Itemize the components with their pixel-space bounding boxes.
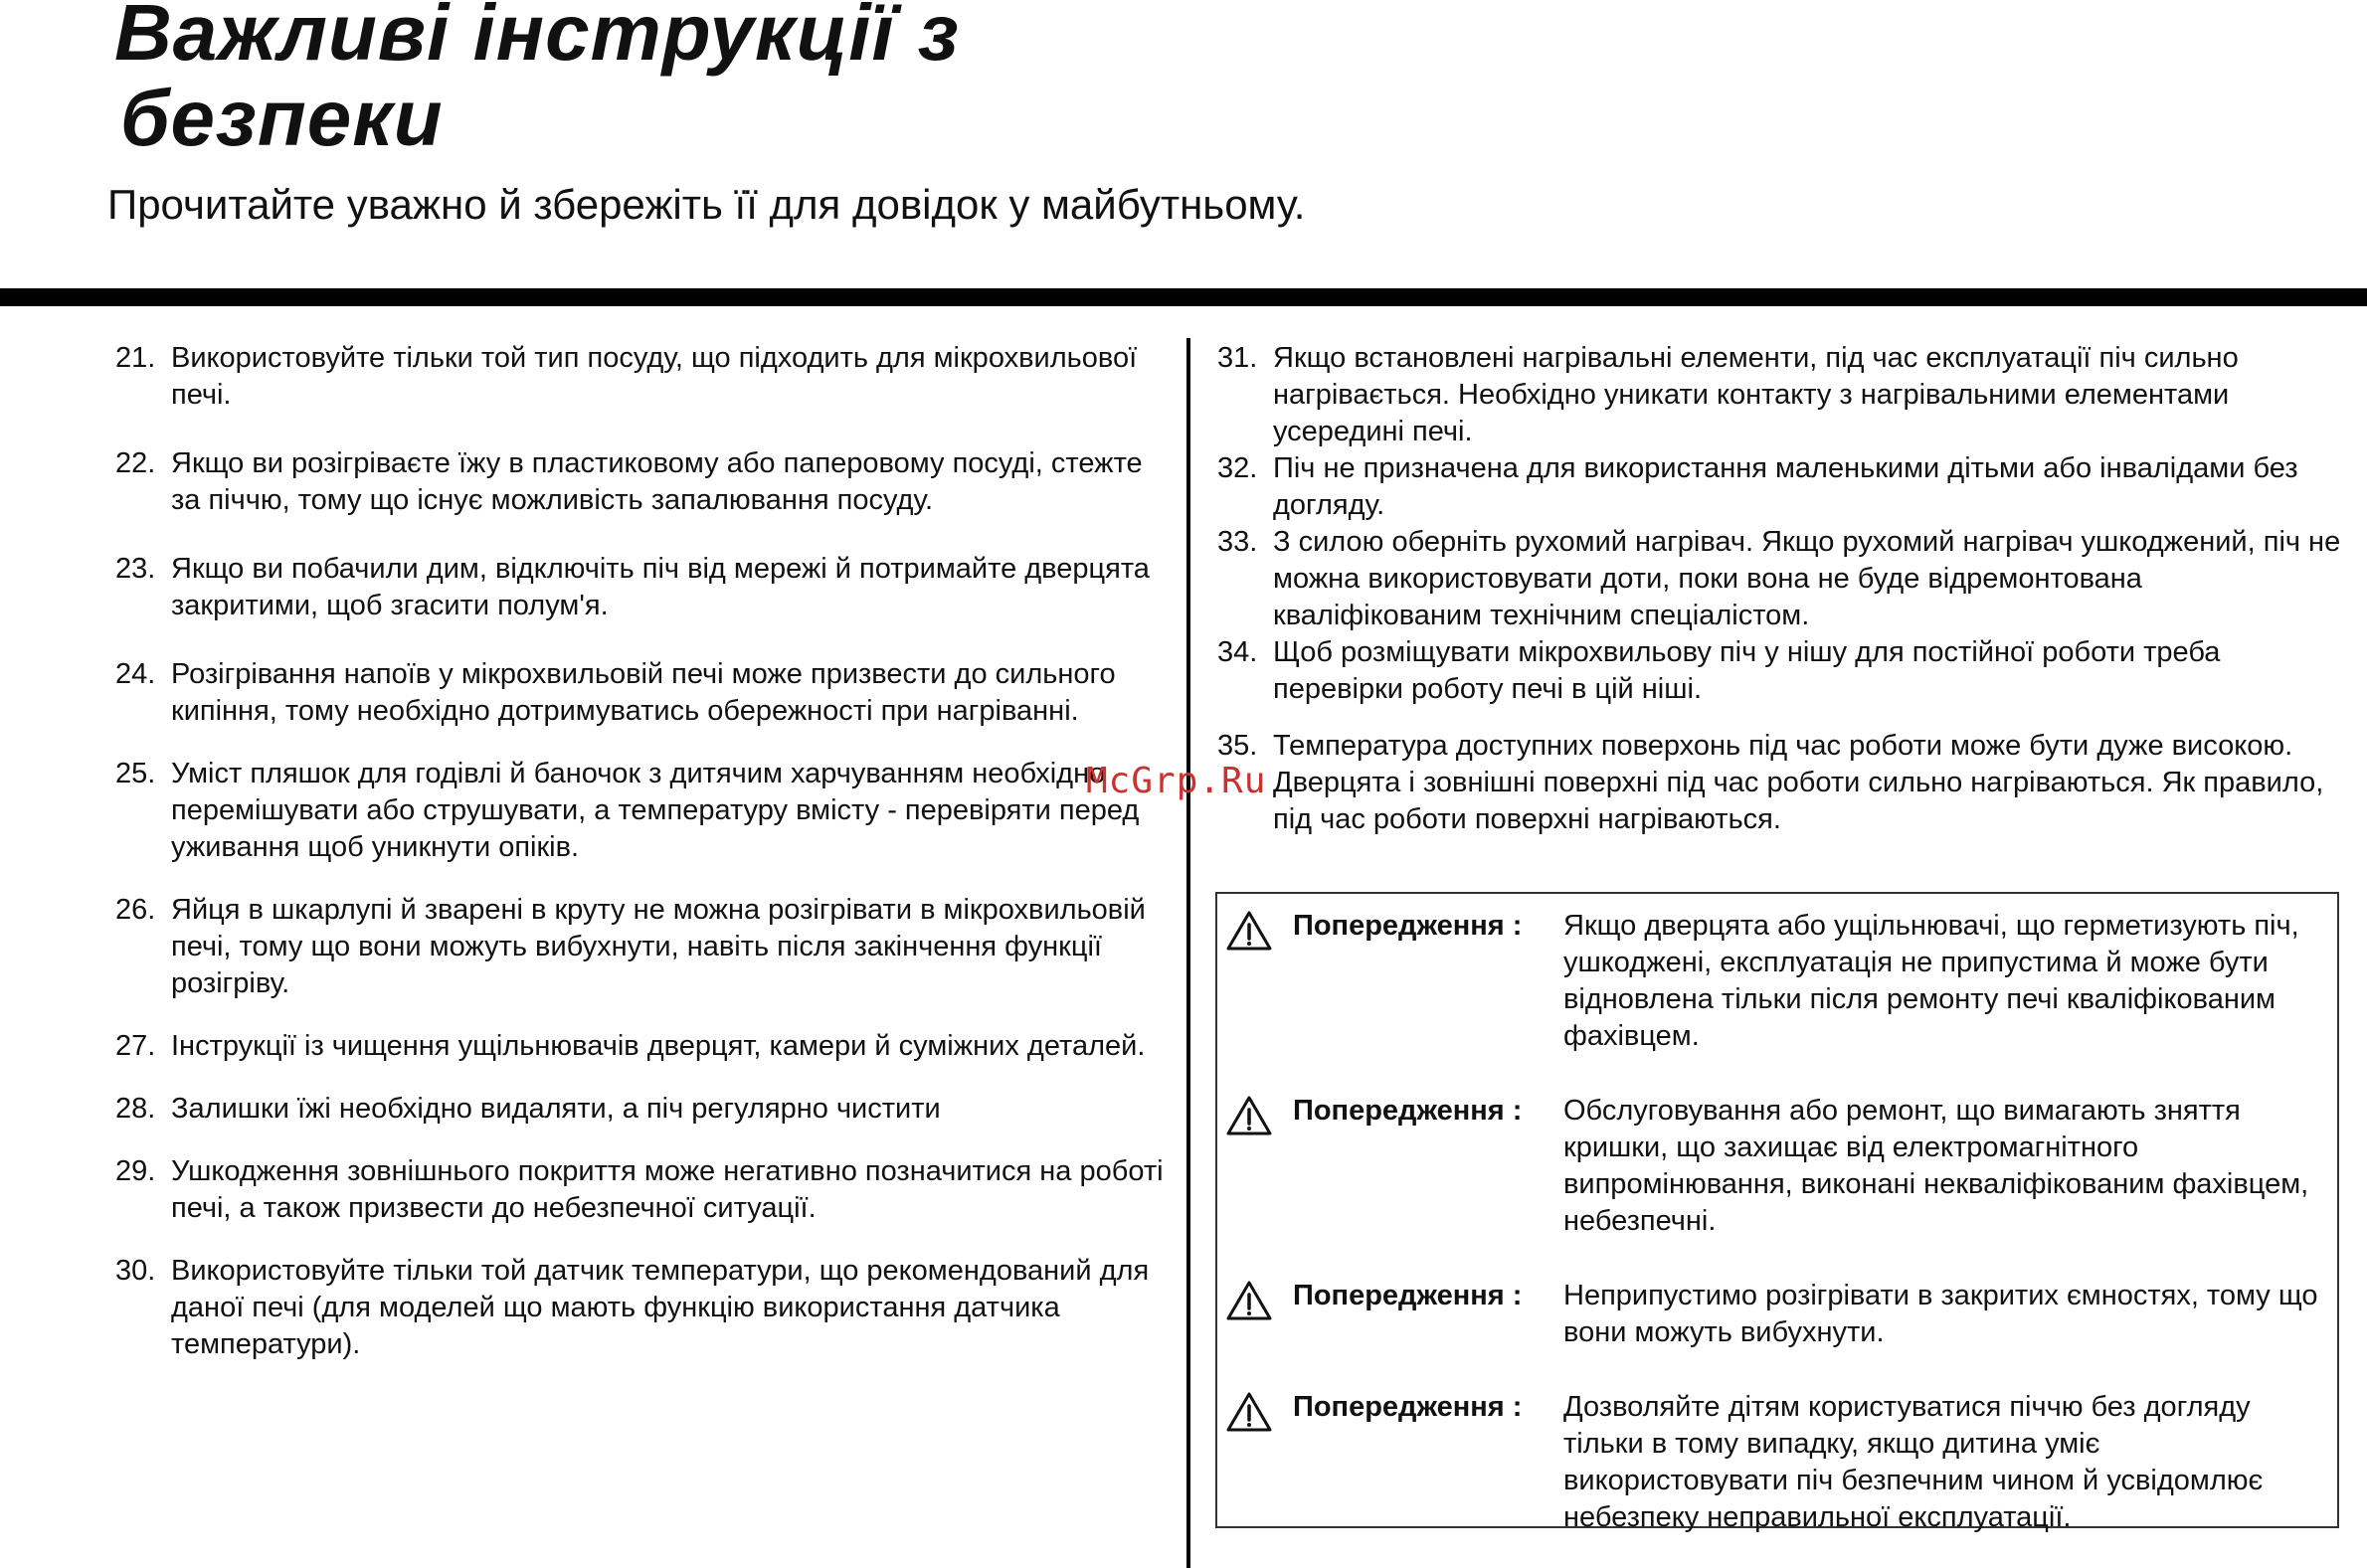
warning-4 [1225, 1389, 2319, 1536]
warning-label: Попередження : [1293, 1095, 1523, 1127]
page-title-line-2: безпеки [120, 74, 444, 162]
instruction-item-26 [115, 892, 1170, 1002]
header-rule [0, 288, 2367, 306]
instruction-item-21 [115, 340, 1170, 414]
item-text: Піч не призначена для використання маленькими дітьми або інвалідами без догляду. [1273, 452, 2298, 521]
instruction-item-27 [115, 1028, 1170, 1065]
instruction-item-31 [1217, 340, 2341, 450]
instruction-item-35 [1217, 728, 2341, 838]
item-number: 28. [115, 1093, 156, 1125]
page-subtitle: Прочитайте уважно й збережіть її для довідок у майбутньому. [107, 181, 1306, 228]
item-number: 22. [115, 447, 156, 479]
item-text: Ушкодження зовнішнього покриття може негативно позначитися на роботі печі, а також призвести до небезпечної ситуації. [171, 1155, 1164, 1224]
item-number: 24. [115, 658, 156, 690]
item-number: 35. [1217, 730, 1258, 762]
warning-text: Якщо дверцята або ущільнювачі, що герметизують піч, ушкоджені, експлуатація не припустима й може бути відновлена тільки після ремонту печі кваліфікованим фахівцем. [1563, 910, 2299, 1052]
instruction-item-23 [115, 551, 1170, 624]
instruction-item-22 [115, 445, 1170, 519]
instruction-item-24 [115, 656, 1170, 730]
instruction-item-33 [1217, 524, 2341, 634]
item-text: З силою оберніть рухомий нагрівач. Якщо рухомий нагрівач ушкоджений, піч не можна використовувати доти, поки вона не буде відремонтована кваліфікованим технічним спеціалістом. [1273, 526, 2341, 631]
item-number: 26. [115, 894, 156, 926]
instruction-item-29 [115, 1153, 1170, 1227]
item-text: Розігрівання напоїв у мікрохвильовій печі може призвести до сильного кипіння, тому необхідно дотримуватись обережності при нагріванні. [171, 658, 1116, 727]
instruction-item-34 [1217, 634, 2341, 708]
item-text: Температура доступних поверхонь під час роботи може бути дуже високою. Дверцята і зовнішні поверхні під час роботи сильно нагріваються. Як правило, під час роботи поверхні нагріваються. [1273, 730, 2324, 835]
item-number: 25. [115, 758, 156, 789]
right-column [1217, 340, 2341, 838]
page-title-line-1: Важливі інструкції з [114, 0, 960, 77]
item-number: 33. [1217, 526, 1258, 558]
item-text: Використовуйте тільки той тип посуду, що підходить для мікрохвильової печі. [171, 342, 1138, 411]
instruction-item-30 [115, 1253, 1170, 1363]
item-text: Залишки їжі необхідно видаляти, а піч регулярно чистити [171, 1093, 941, 1125]
warning-triangle-icon [1225, 910, 1273, 952]
instruction-item-32 [1217, 450, 2341, 524]
page-title [114, 0, 960, 161]
warning-3 [1225, 1278, 2319, 1351]
item-text: Якщо ви побачили дим, відключіть піч від мережі й потримайте дверцята закритими, щоб згасити полум'я. [171, 553, 1150, 621]
warning-triangle-icon [1225, 1391, 1273, 1433]
warning-text: Неприпустимо розігрівати в закритих ємностях, тому що вони можуть вибухнути. [1563, 1280, 2318, 1348]
item-text: Використовуйте тільки той датчик температури, що рекомендований для даної печі (для моделей що мають функцію використання датчика температури). [171, 1255, 1150, 1360]
item-number: 23. [115, 553, 156, 585]
item-text: Яйця в шкарлупі й зварені в круту не можна розігрівати в мікрохвильовій печі, тому що вони можуть вибухнути, навіть після закінчення функції розігріву. [171, 894, 1146, 999]
item-text: Якщо встановлені нагрівальні елементи, під час експлуатації піч сильно нагрівається. Необхідно уникати контакту з нагрівальними елементами усередині печі. [1273, 342, 2239, 447]
warning-label: Попередження : [1293, 1280, 1523, 1311]
warning-triangle-icon [1225, 1280, 1273, 1321]
instruction-item-28 [115, 1091, 1170, 1128]
warning-text: Дозволяйте дітям користуватися піччю без догляду тільки в тому випадку, якщо дитина уміє використовувати піч безпечним чином й усвідомлює небезпеку неправильної експлуатації. [1563, 1391, 2264, 1533]
item-number: 29. [115, 1155, 156, 1187]
item-number: 34. [1217, 636, 1258, 668]
watermark: McGrp.Ru [1086, 761, 1267, 801]
item-text: Інструкції із чищення ущільнювачів дверцят, камери й суміжних деталей. [171, 1030, 1146, 1062]
left-column [115, 340, 1170, 1389]
warning-text: Обслуговування або ремонт, що вимагають зняття кришки, що захищає від електромагнітного випромінювання, виконані некваліфікованим фахівцем, небезпечні. [1563, 1095, 2309, 1237]
column-divider [1186, 338, 1190, 1568]
item-number: 21. [115, 342, 156, 374]
item-number: 30. [115, 1255, 156, 1287]
warning-label: Попередження : [1293, 1391, 1523, 1423]
instruction-item-25 [115, 756, 1170, 866]
warning-triangle-icon [1225, 1095, 1273, 1136]
item-text: Уміст пляшок для годівлі й баночок з дитячим харчуванням необхідно перемішувати або струшувати, а температуру вмісту - перевіряти перед уживання щоб уникнути опіків. [171, 758, 1140, 863]
item-number: 31. [1217, 342, 1258, 374]
warning-label: Попередження : [1293, 910, 1523, 942]
warning-2 [1225, 1093, 2319, 1240]
item-number: 27. [115, 1030, 156, 1062]
warnings-box [1215, 892, 2339, 1533]
item-text: Якщо ви розігріваєте їжу в пластиковому або паперовому посуді, стежте за піччю, тому що існує можливість запалювання посуду. [171, 447, 1143, 516]
item-number: 32. [1217, 452, 1258, 484]
warning-1 [1225, 908, 2319, 1055]
item-text: Щоб розміщувати мікрохвильову піч у нішу для постійної роботи треба перевірки роботу печі в цій ніші. [1273, 636, 2221, 705]
